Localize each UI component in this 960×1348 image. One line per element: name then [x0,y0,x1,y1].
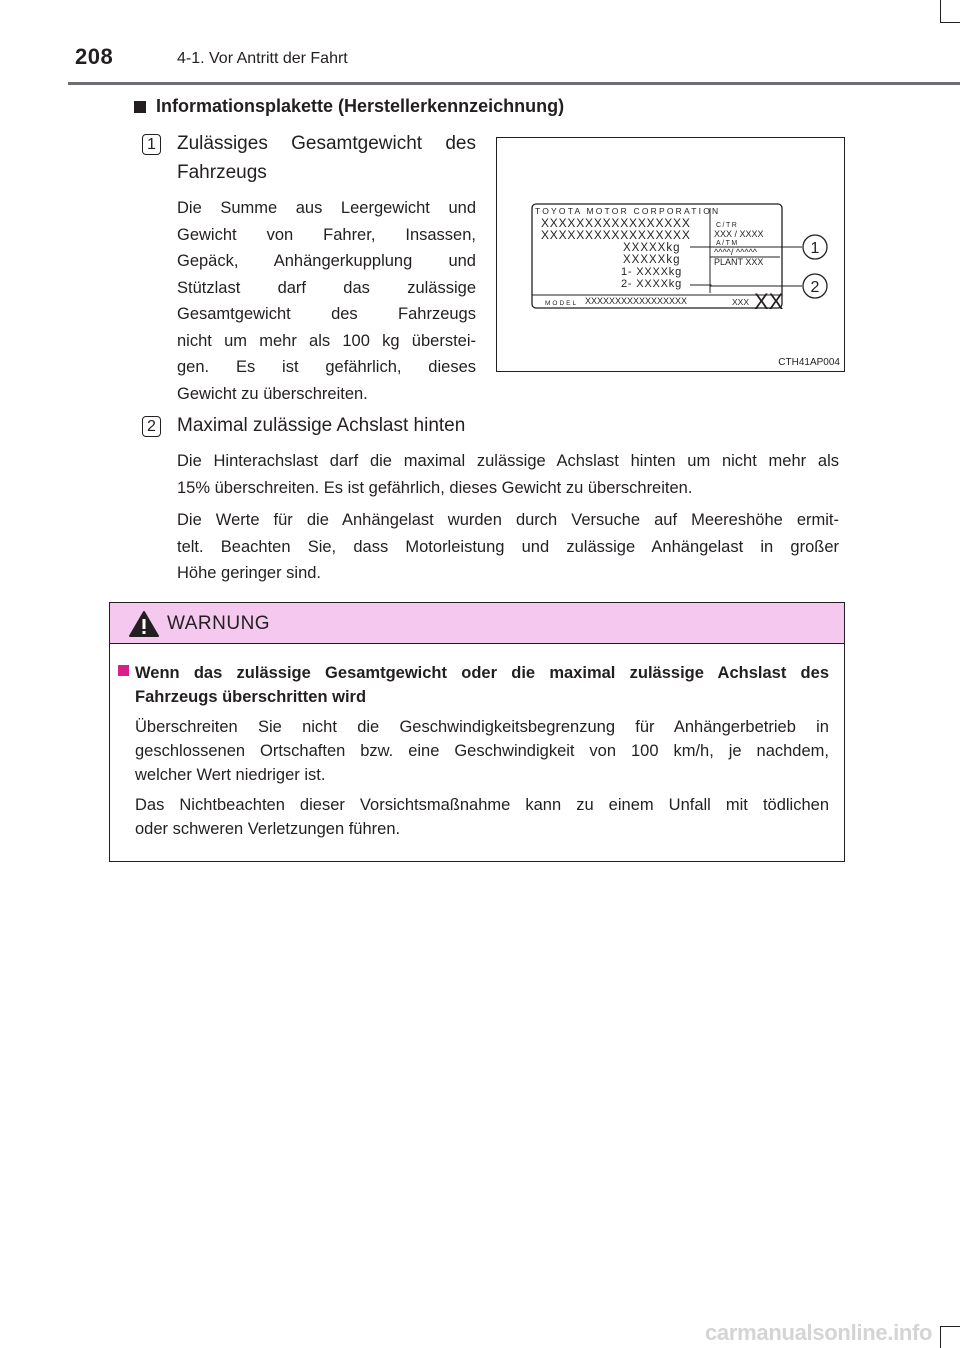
item-description [177,507,839,587]
header-rule [68,82,960,85]
warning-paragraph [135,793,829,841]
text-line: gen. Es ist gefährlich, dieses [177,358,476,376]
crop-mark [940,1326,941,1348]
callout-number-1: 1 [810,240,820,257]
text-line: Gewicht zu überschreiten. [177,384,368,403]
text-line: Die Werte für die Anhängelast wurden durch Versuche auf Meereshöhe ermit- [177,511,839,529]
page-number: 208 [75,44,114,69]
plate-ctr-value: XXX / XXXX [714,229,764,239]
plate-line1: XXXXXXXXXXXXXXXXX [541,216,691,230]
item-title-line: Fahrzeugs [177,162,267,183]
text-line: nicht um mehr als 100 kg überstei- [177,331,476,350]
item-description [177,195,476,407]
text-line: 15% überschreiten. Es ist gefährlich, dieses Gewicht zu überschreiten. [177,478,693,497]
item-number-badge: 2 [142,416,161,437]
text-line: welcher Wert niedriger ist. [135,766,326,784]
text-line: Fahrzeugs überschritten wird [135,688,367,706]
plate-axle2: 2- XXXXkg [621,278,683,290]
plate-axle1: 1- XXXXkg [621,266,683,278]
figure-code: CTH41AP004 [778,357,840,368]
warning-box [109,602,845,862]
plate-tail-large: XX [754,289,784,314]
warning-heading [135,661,829,709]
text-line: Höhe geringer sind. [177,564,322,582]
plate-weight2: XXXXXkg [623,254,681,266]
text-line: Überschreiten Sie nicht die Geschwindigkeitsbegrenzung für Anhängerbetrieb in [135,718,829,736]
info-plate-drawing [497,138,844,371]
text-line: Gewicht von Fahrer, Insassen, [177,225,476,244]
plate-model-value: XXXXXXXXXXXXXXXXX [585,296,688,306]
warning-paragraph [135,715,829,787]
crop-mark [940,0,941,22]
text-line: oder schweren Verletzungen führen. [135,820,401,838]
item-description [177,448,839,501]
heading-text: Informationsplakette (Herstellerkennzeichnung) [156,96,565,116]
item-title [177,129,476,187]
text-line: Wenn das zulässige Gesamtgewicht oder die maximal zulässige Achslast des [135,664,829,682]
plate-line2: XXXXXXXXXXXXXXXXX [541,228,691,242]
crop-mark [940,1326,960,1327]
warning-header [110,603,844,644]
plate-weight1: XXXXXkg [623,242,681,254]
plate-atm-value: ^^^^/ ^^^^^ [714,247,758,257]
plate-ctr-label: C/TR [716,222,739,229]
text-line: Stützlast darf das zulässige [177,278,476,297]
text-line: Die Hinterachslast darf die maximal zulässige Achslast hinten um nicht mehr als [177,452,839,470]
callout-leader-2 [690,285,802,286]
plate-plant: PLANT XXX [714,257,764,267]
label-illustration [496,137,845,372]
text-line: Gesamtgewicht des Fahrzeugs [177,305,476,323]
item-title-line: Zulässiges Gesamtgewicht des [177,133,476,154]
text-line: telt. Beachten Sie, dass Motorleistung und zulässige Anhängelast in großer [177,537,839,556]
item-title: Maximal zulässige Achslast hinten [177,415,466,436]
section-title: 4-1. Vor Antritt der Fahrt [177,50,348,67]
warning-bullet-icon [118,663,129,681]
watermark-link[interactable]: carmanualsonline.info [705,1320,933,1345]
heading-bullet-icon [134,101,146,113]
plate-model-label: MODEL [545,300,579,307]
crop-mark [940,22,960,23]
text-line: Die Summe aus Leergewicht und [177,199,476,217]
text-line: Das Nichtbeachten dieser Vorsichtsmaßnahme kann zu einem Unfall mit tödlichen [135,796,829,814]
text-line: Gepäck, Anhängerkupplung und [177,252,476,270]
section-heading [134,96,564,117]
warning-triangle-icon [128,610,160,638]
warning-title: WARNUNG [167,613,271,634]
item-number-badge: 1 [142,134,161,155]
plate-tail-small: XXX [732,297,750,307]
text-line: geschlossenen Ortschaften bzw. eine Geschwindigkeit von 100 km/h, je nachdem, [135,742,829,760]
plate-atm-label: A/TM [716,240,739,247]
callout-number-2: 2 [810,279,820,296]
plate-maker: TOYOTA MOTOR CORPORATION [535,206,721,216]
